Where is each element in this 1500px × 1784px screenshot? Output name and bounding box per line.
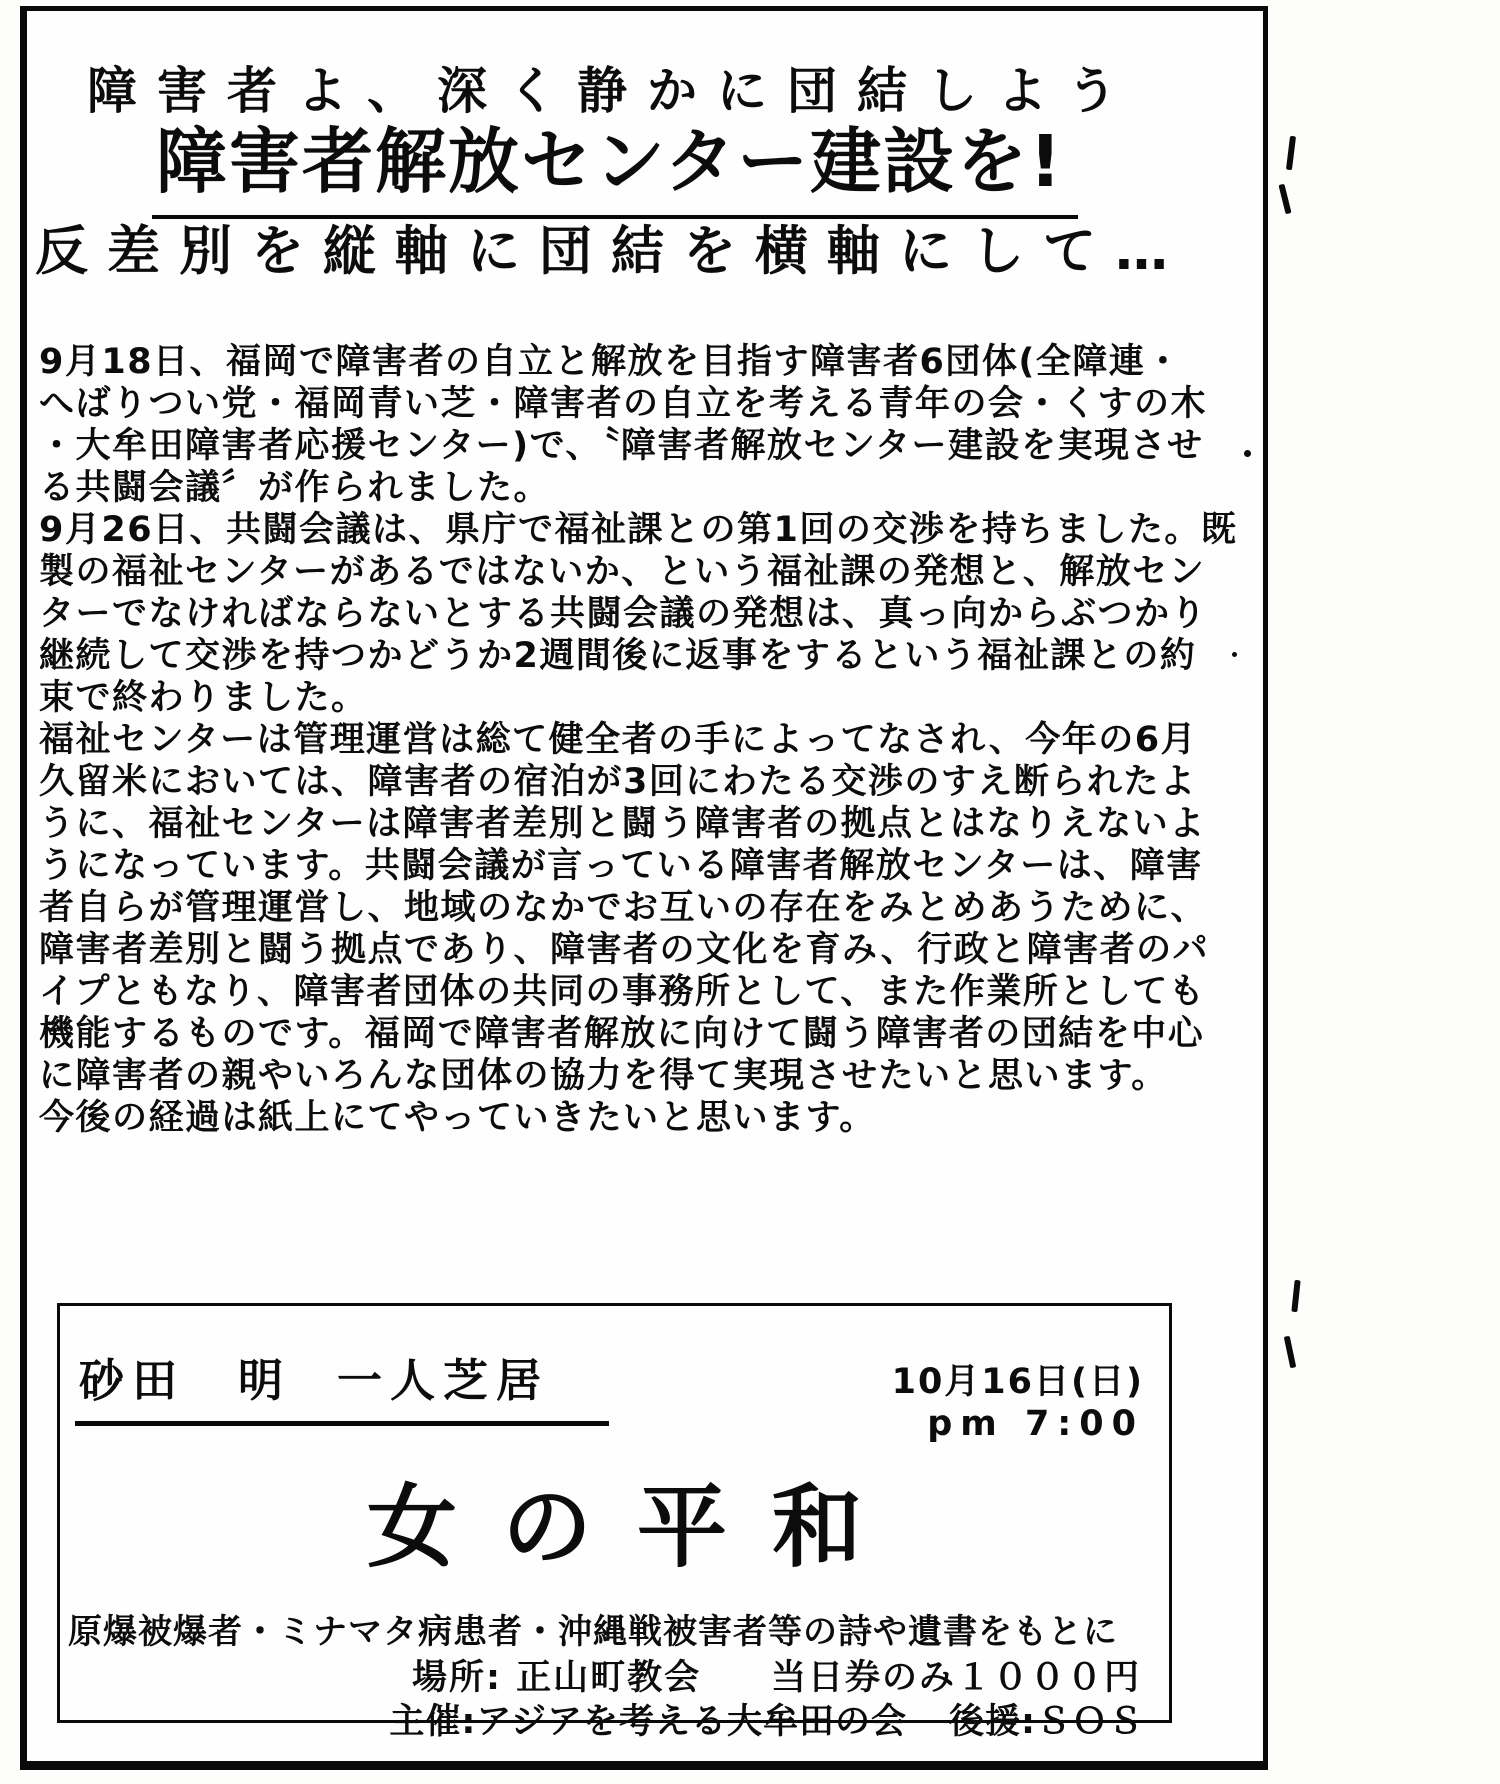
body-line: 9月26日、共闘会議は、県庁で福祉課との第1回の交渉を持ちました。既 <box>39 510 1238 550</box>
body-line: 者自らが管理運営し、地域のなかでお互いの存在をみとめあうために、 <box>39 888 1208 928</box>
body-line: る共闘会議〞が作られました。 <box>39 468 551 508</box>
event-date: 10月16日(日) <box>891 1362 1144 1402</box>
body-line: 製の福祉センターがあるではないか、という福祉課の発想と、解放セン <box>39 552 1206 592</box>
body-line: うに、福祉センターは障害者差別と闘う障害者の拠点とはなりえないよ <box>39 804 1206 844</box>
headline: 障害者よ、深く静かに団結しよう <box>87 62 1137 120</box>
body-line: イプともなり、障害者団体の共同の事務所として、また作業所としても <box>39 972 1206 1012</box>
scan-artifact-mark <box>1291 1280 1300 1312</box>
body-line: 継続して交渉を持つかどうか2週間後に返事をするという福祉課との約 <box>39 636 1197 676</box>
scan-artifact-mark <box>1286 136 1296 170</box>
event-organizer-line <box>389 1694 1144 1744</box>
page-border-frame <box>20 6 1268 1770</box>
event-ticket-price: 当日券のみ１０００円 <box>770 1658 1141 1698</box>
event-time: pm 7:00 <box>927 1404 1144 1444</box>
body-line: 障害者差別と闘う拠点であり、障害者の文化を育み、行政と障害者のパ <box>39 930 1210 970</box>
body-line: へばりつい党・福岡青い芝・障害者の自立を考える青年の会・くすの木 <box>39 384 1208 424</box>
show-type: 一人芝居 <box>337 1354 550 1407</box>
scan-artifact-dot <box>1244 450 1251 457</box>
body-line: 機能するものです。福岡で障害者解放に向けて闘う障害者の団結を中心 <box>39 1014 1205 1054</box>
body-line: 9月18日、福岡で障害者の自立と解放を目指す障害者6団体(全障連・ <box>39 342 1182 382</box>
scan-artifact-mark <box>1278 184 1291 215</box>
subtitle: 反差別を縦軸に団結を横軸にして… <box>35 221 1187 282</box>
body-line: ターでなければならないとする共闘会議の発想は、真っ向からぶつかり <box>39 594 1208 634</box>
body-line: ・大牟田障害者応援センター)で、〝障害者解放センター建設を実現させ <box>39 426 1204 466</box>
scan-artifact-dot <box>1232 652 1237 657</box>
event-venue: 場所: 正山町教会 <box>412 1658 702 1698</box>
body-line: 今後の経過は紙上にてやっていきたいと思います。 <box>39 1098 876 1138</box>
event-performer-header <box>75 1344 609 1426</box>
body-line: 久留米においては、障害者の宿泊が3回にわたる交渉のすえ断られたよ <box>39 762 1197 802</box>
main-title: 障害者解放センター建設を! <box>152 105 1078 219</box>
event-announcement-box <box>57 1303 1172 1742</box>
body-line: うになっています。共闘会議が言っている障害者解放センターは、障害 <box>39 846 1203 886</box>
body-line: 福祉センターは管理運営は総て健全者の手によってなされ、今年の6月 <box>39 720 1198 760</box>
body-line: 束で終わりました。 <box>39 678 368 718</box>
performer-name: 砂田 明 <box>79 1354 292 1407</box>
scan-artifact-mark <box>1284 1336 1297 1369</box>
show-title: 女の平和 <box>367 1475 907 1580</box>
event-support: 後援:ＳＯＳ <box>949 1702 1144 1742</box>
event-description: 原爆被爆者・ミナマタ病患者・沖縄戦被害者等の詩や遺書をもとに <box>68 1612 1118 1652</box>
body-line: に障害者の親やいろんな団体の協力を得て実現させたいと思います。 <box>39 1056 1168 1096</box>
event-organizer: 主催:アジアを考える大牟田の会 <box>389 1702 907 1742</box>
body-paragraphs <box>39 341 1249 1139</box>
